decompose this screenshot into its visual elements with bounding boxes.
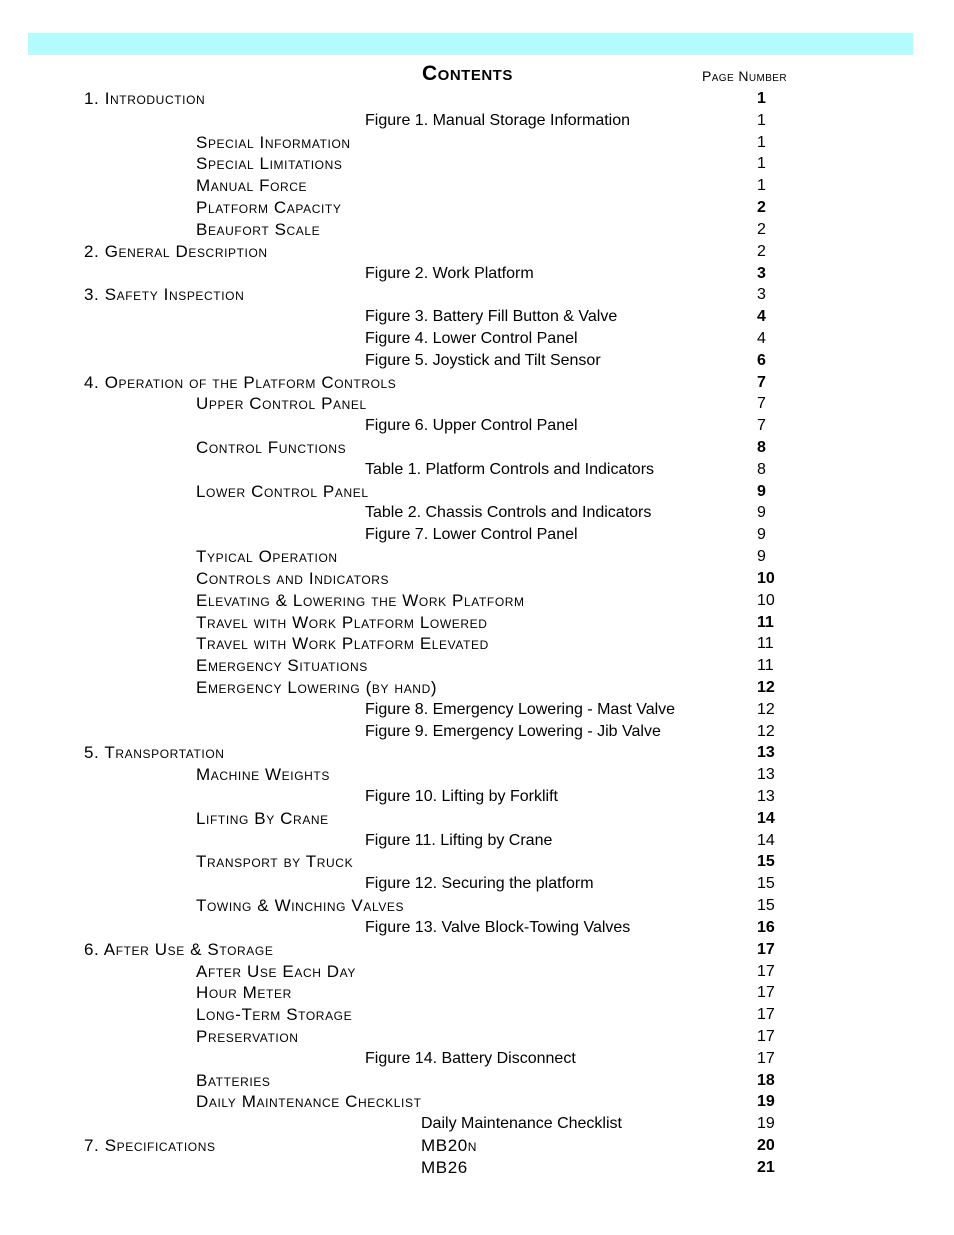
toc-entry[interactable] xyxy=(0,982,954,1004)
toc-entry-label: 5. Transportation xyxy=(84,743,225,763)
toc-entry-page-number: 11 xyxy=(757,613,774,631)
toc-entry-page-number: 17 xyxy=(757,940,775,958)
toc-entry[interactable] xyxy=(0,132,954,154)
toc-entry-page-number: 9 xyxy=(757,548,766,566)
toc-entry-label: Lifting By Crane xyxy=(196,808,329,828)
toc-entry[interactable] xyxy=(0,241,954,263)
toc-entry[interactable] xyxy=(0,1004,954,1026)
toc-entry-page-number: 21 xyxy=(757,1158,775,1176)
toc-entry[interactable] xyxy=(0,742,954,764)
contents-title: Contents xyxy=(422,62,513,85)
toc-entry-label: Figure 6. Upper Control Panel xyxy=(365,417,578,435)
toc-entry-page-number: 14 xyxy=(757,809,775,827)
toc-entry[interactable] xyxy=(0,1091,954,1113)
toc-entry-label: 7. Specifications xyxy=(84,1136,216,1155)
toc-entry-page-number: 13 xyxy=(757,744,775,762)
toc-entry-page-number: 2 xyxy=(757,242,766,260)
toc-entry-label: Figure 4. Lower Control Panel xyxy=(365,329,578,347)
toc-entry-page-number: 12 xyxy=(757,722,775,740)
toc-entry[interactable] xyxy=(0,284,954,306)
toc-entry-label: Lower Control Panel xyxy=(196,481,369,501)
toc-entry[interactable] xyxy=(0,1070,954,1092)
toc-entry-label: Figure 10. Lifting by Forklift xyxy=(365,788,558,805)
toc-entry[interactable] xyxy=(0,502,954,524)
toc-entry-page-number: 12 xyxy=(757,678,775,696)
toc-entry[interactable] xyxy=(0,175,954,197)
toc-entry[interactable] xyxy=(0,459,954,481)
toc-entry[interactable] xyxy=(0,437,954,459)
toc-entry-page-number: 9 xyxy=(757,526,766,544)
toc-entry-label: Daily Maintenance Checklist xyxy=(421,1115,622,1133)
toc-entry-label: 2. General Description xyxy=(84,241,268,261)
toc-entry-page-number: 17 xyxy=(757,1027,775,1045)
toc-entry-label: Towing & Winching Valves xyxy=(196,896,405,916)
toc-entry-label: Figure 5. Joystick and Tilt Sensor xyxy=(365,351,601,369)
toc-entry[interactable] xyxy=(0,851,954,873)
toc-entry-label: Special Limitations xyxy=(196,154,343,174)
toc-entry-page-number: 7 xyxy=(757,395,766,413)
toc-entry-page-number: 4 xyxy=(757,329,766,347)
toc-entry[interactable] xyxy=(0,699,954,721)
toc-entry-page-number: 13 xyxy=(757,788,775,805)
toc-entry-label: MB26 xyxy=(421,1157,468,1177)
toc-entry-label: Beaufort Scale xyxy=(196,219,321,239)
toc-entry-label: Table 1. Platform Controls and Indicators xyxy=(365,460,655,478)
toc-entry[interactable] xyxy=(0,721,954,743)
toc-entry-page-number: 17 xyxy=(757,1049,775,1067)
toc-entry-label: Figure 13. Valve Block-Towing Valves xyxy=(365,918,631,936)
toc-entry-page-number: 3 xyxy=(757,264,766,282)
toc-entry-page-number: 11 xyxy=(757,635,774,653)
toc-entry-page-number: 6 xyxy=(757,351,766,369)
toc-entry-page-number: 18 xyxy=(757,1071,775,1089)
toc-entry[interactable] xyxy=(0,677,954,699)
toc-entry[interactable] xyxy=(0,350,954,372)
toc-entry-label: 6. After Use & Storage xyxy=(84,939,274,959)
toc-entry-label: Travel with Work Platform Elevated xyxy=(196,634,489,654)
toc-entry-page-number: 15 xyxy=(757,853,775,871)
toc-entry[interactable] xyxy=(0,306,954,328)
toc-entry-label: 1. Introduction xyxy=(84,89,206,108)
toc-entry-label: Figure 7. Lower Control Panel xyxy=(365,526,578,544)
toc-entry-label: Machine Weights xyxy=(196,765,330,785)
toc-entry-label: Preservation xyxy=(196,1026,299,1046)
toc-entry[interactable] xyxy=(0,328,954,350)
toc-entry-label: Manual Force xyxy=(196,176,308,196)
toc-entry[interactable] xyxy=(0,764,954,786)
toc-entry-label: Transport by Truck xyxy=(196,852,354,872)
toc-entry[interactable] xyxy=(0,372,954,394)
toc-entry-page-number: 14 xyxy=(757,831,775,849)
toc-entry[interactable] xyxy=(0,263,954,285)
toc-sub-entry-label: MB20n xyxy=(421,1136,478,1155)
toc-entry-page-number: 1 xyxy=(757,177,766,195)
toc-entry-page-number: 17 xyxy=(757,1006,775,1024)
toc-entry[interactable] xyxy=(0,153,954,175)
toc-entry-page-number: 3 xyxy=(757,286,766,304)
toc-entry[interactable] xyxy=(0,219,954,241)
toc-entry-page-number: 19 xyxy=(757,1115,775,1133)
toc-entry[interactable] xyxy=(0,88,954,110)
toc-entry-page-number: 9 xyxy=(757,482,766,500)
toc-entry-page-number: 8 xyxy=(757,460,766,478)
toc-entry[interactable] xyxy=(0,524,954,546)
toc-entry-page-number: 19 xyxy=(757,1093,775,1111)
toc-entry-label: After Use Each Day xyxy=(196,961,356,981)
toc-entry[interactable] xyxy=(0,481,954,503)
contents-list xyxy=(0,88,954,1179)
toc-entry[interactable] xyxy=(0,568,954,590)
toc-entry-page-number: 8 xyxy=(757,439,766,456)
toc-entry-page-number: 7 xyxy=(757,373,766,391)
toc-entry-label: Elevating & Lowering the Work Platform xyxy=(196,590,525,610)
toc-entry-page-number: 15 xyxy=(757,897,775,915)
toc-entry-label: Typical Operation xyxy=(196,547,338,567)
toc-entry[interactable] xyxy=(0,633,954,655)
toc-entry-page-number: 10 xyxy=(757,569,775,587)
toc-entry[interactable] xyxy=(0,917,954,939)
toc-entry-page-number: 10 xyxy=(757,591,775,609)
toc-entry[interactable] xyxy=(0,393,954,415)
toc-entry-page-number: 13 xyxy=(757,766,775,784)
toc-entry-label: Long-Term Storage xyxy=(196,1005,353,1025)
toc-entry-page-number: 12 xyxy=(757,700,775,718)
toc-entry[interactable] xyxy=(0,1026,954,1048)
toc-entry-page-number: 2 xyxy=(757,199,766,217)
toc-entry-page-number: 4 xyxy=(757,308,766,326)
toc-entry-label: Daily Maintenance Checklist xyxy=(196,1092,422,1112)
toc-entry[interactable] xyxy=(0,655,954,677)
page-number-column-header: Page Number xyxy=(702,68,787,84)
toc-entry[interactable] xyxy=(0,415,954,437)
toc-entry[interactable] xyxy=(0,786,954,808)
toc-entry-label: Platform Capacity xyxy=(196,198,342,218)
toc-entry[interactable] xyxy=(0,1113,954,1135)
toc-entry-page-number: 15 xyxy=(757,875,775,893)
toc-entry-label: Emergency Situations xyxy=(196,656,368,676)
top-color-bar xyxy=(28,33,913,55)
toc-entry-page-number: 17 xyxy=(757,984,775,1002)
toc-entry[interactable] xyxy=(0,808,954,830)
toc-entry-label: Figure 2. Work Platform xyxy=(365,264,534,282)
toc-entry-label: Upper Control Panel xyxy=(196,394,367,414)
toc-entry-label: Figure 3. Battery Fill Button & Valve xyxy=(365,308,618,326)
toc-entry-page-number: 9 xyxy=(757,504,766,522)
toc-entry-page-number: 17 xyxy=(757,962,775,980)
toc-entry-label: Figure 1. Manual Storage Information xyxy=(365,111,631,129)
toc-entry-label: Batteries xyxy=(196,1070,271,1090)
toc-entry[interactable] xyxy=(0,939,954,961)
toc-entry[interactable] xyxy=(0,197,954,219)
toc-entry-page-number: 1 xyxy=(757,155,766,173)
toc-entry[interactable] xyxy=(0,546,954,568)
toc-entry[interactable] xyxy=(0,895,954,917)
toc-entry-page-number: 1 xyxy=(757,133,766,151)
toc-entry-page-number: 1 xyxy=(757,90,766,107)
toc-entry[interactable] xyxy=(0,1157,954,1179)
toc-entry-label: Special Information xyxy=(196,132,351,152)
toc-entry-label: Control Functions xyxy=(196,438,347,457)
toc-entry[interactable] xyxy=(0,873,954,895)
toc-entry[interactable] xyxy=(0,830,954,852)
toc-entry-label: Table 2. Chassis Controls and Indicators xyxy=(365,504,652,522)
toc-entry-label: 4. Operation of the Platform Controls xyxy=(84,372,397,392)
toc-entry-label: Controls and Indicators xyxy=(196,568,390,588)
toc-entry[interactable] xyxy=(0,1135,954,1157)
toc-entry-label: Figure 14. Battery Disconnect xyxy=(365,1049,576,1067)
toc-entry-label: Figure 11. Lifting by Crane xyxy=(365,831,553,849)
toc-entry[interactable] xyxy=(0,1048,954,1070)
toc-entry-label: Emergency Lowering (by hand) xyxy=(196,677,438,697)
toc-entry[interactable] xyxy=(0,961,954,983)
toc-entry-label: Figure 9. Emergency Lowering - Jib Valve xyxy=(365,722,661,740)
toc-entry-page-number: 7 xyxy=(757,417,766,435)
toc-entry-label: Hour Meter xyxy=(196,983,292,1003)
toc-entry-page-number: 11 xyxy=(757,657,774,675)
toc-entry[interactable] xyxy=(0,612,954,634)
toc-entry-label: Travel with Work Platform Lowered xyxy=(196,612,488,632)
toc-entry-label: Figure 8. Emergency Lowering - Mast Valve xyxy=(365,700,676,718)
toc-entry-page-number: 16 xyxy=(757,918,775,936)
toc-entry[interactable] xyxy=(0,590,954,612)
toc-entry-label: 3. Safety Inspection xyxy=(84,285,245,305)
toc-entry-label: Figure 12. Securing the platform xyxy=(365,875,594,893)
toc-entry-page-number: 20 xyxy=(757,1137,775,1154)
toc-entry-page-number: 1 xyxy=(757,111,766,129)
toc-entry[interactable] xyxy=(0,110,954,132)
toc-entry-page-number: 2 xyxy=(757,220,766,238)
